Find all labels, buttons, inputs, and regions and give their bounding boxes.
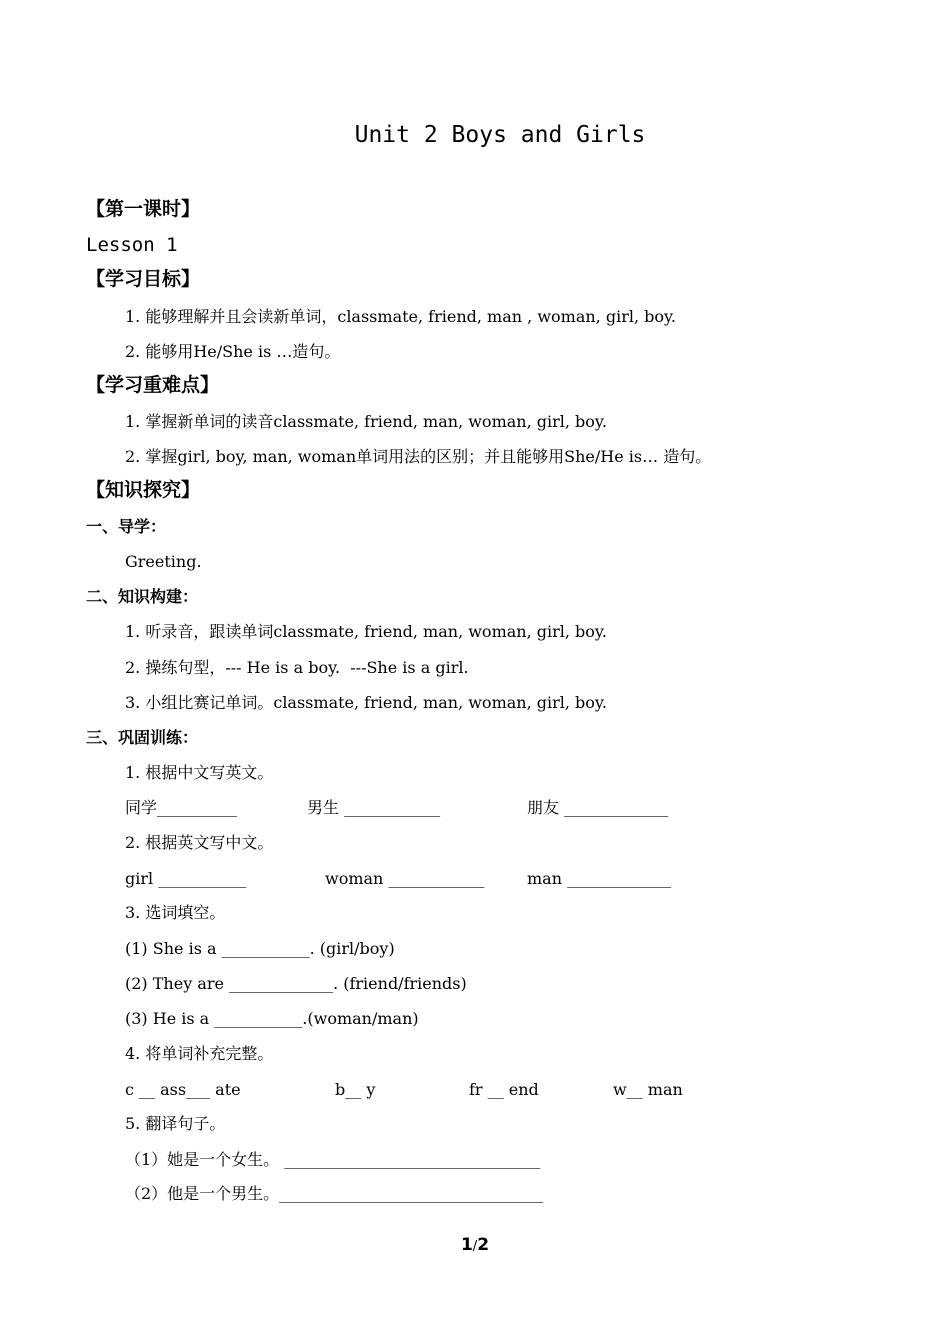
exercise3-item: (2) They are _____________. (friend/friends) [125,974,467,993]
exercise1-item: 同学__________ [125,798,238,817]
explore-header: 【知识探究】 [86,479,201,501]
exercise4-prompt: 4. 将单词补充完整。 [125,1044,274,1063]
page-separator: / [472,1239,478,1254]
exercise2-item: woman ____________ [325,869,485,888]
page-current: 1 [460,1235,473,1255]
exercise4-item: c __ ass___ ate [125,1080,241,1099]
exercise4-item: fr __ end [469,1080,539,1099]
key-point-item: 1. 掌握新单词的读音classmate, friend, man, woman, girl, boy. [125,412,607,431]
section1-line: Greeting. [125,552,202,571]
exercise2-item: man _____________ [527,869,672,888]
exercise5-prompt: 5. 翻译句子。 [125,1114,226,1133]
exercise3-item: (1) She is a ___________. (girl/boy) [125,939,395,958]
section2-line: 2. 操练句型，--- He is a boy. ---She is a girl. [125,658,469,677]
section2-heading: 二、知识构建： [86,587,199,606]
goal-item: 1. 能够理解并且会读新单词，classmate, friend, man , woman, girl, boy. [125,307,677,326]
page-number [0,1235,950,1255]
exercise2-prompt: 2. 根据英文写中文。 [125,833,274,852]
exercise1-prompt: 1. 根据中文写英文。 [125,763,274,782]
page-title: Unit 2 Boys and Girls [354,122,646,148]
exercise4-item: b__ y [335,1080,376,1099]
section2-line: 3. 小组比赛记单词。classmate, friend, man, woman, girl, boy. [125,693,607,712]
section1-heading: 一、导学： [86,517,167,536]
exercise1-item: 男生 ____________ [307,798,441,817]
exercise3-item: (3) He is a ___________.(woman/man) [125,1009,419,1028]
section3-heading: 三、巩固训练： [86,728,199,747]
exercise4-item: w__ man [613,1080,683,1099]
exercise2-item: girl ___________ [125,869,247,888]
exercise3-prompt: 3. 选词填空。 [125,903,226,922]
exercise5-item: （2）他是一个男生。_________________________________ [125,1184,544,1203]
goal-item: 2. 能够用He/She is …造句。 [125,342,341,361]
section2-line: 1. 听录音，跟读单词classmate, friend, man, woman, girl, boy. [125,622,607,641]
exercise5-item: （1）她是一个女生。 ________________________________ [125,1150,541,1169]
lesson-header: 【第一课时】 [86,198,201,220]
exercise1-item: 朋友 _____________ [527,798,669,817]
key-points-header: 【学习重难点】 [86,374,220,396]
page-total: 2 [477,1235,490,1255]
lesson-name: Lesson 1 [86,234,178,256]
goals-header: 【学习目标】 [86,268,201,290]
key-point-item: 2. 掌握girl, boy, man, woman单词用法的区别；并且能够用She/He is… 造句。 [125,447,712,466]
